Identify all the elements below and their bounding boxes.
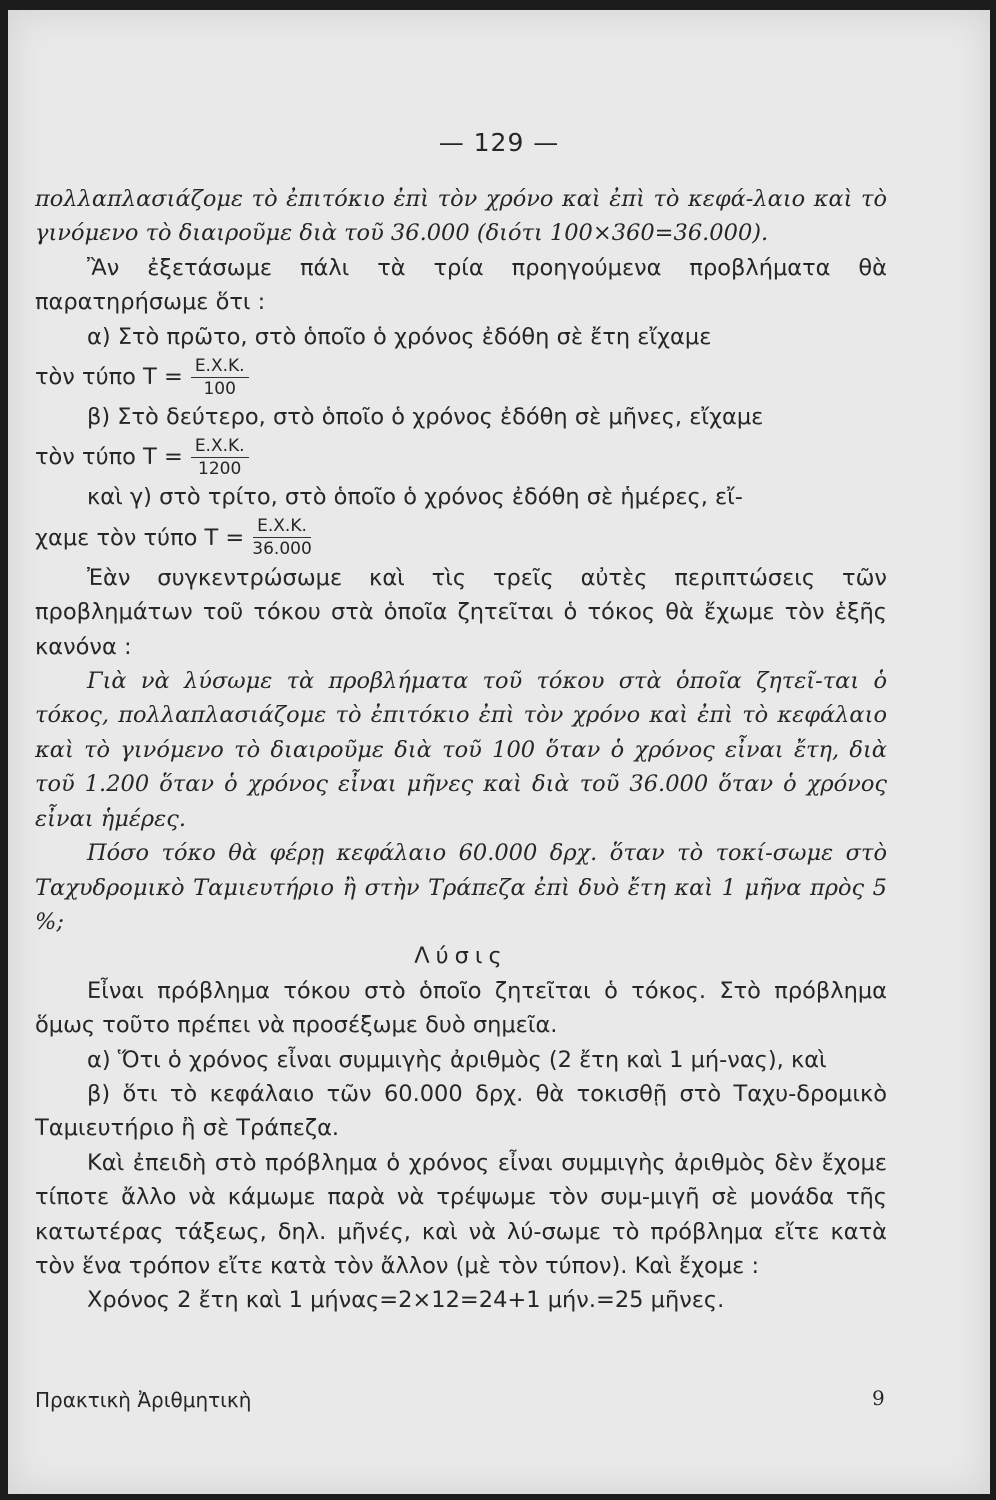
text-paragraph-summary: Ἐὰν συγκεντρώσωμε καὶ τὶς τρεῖς αὐτὲς περιπτώσεις τῶν προβλημάτων τοῦ τόκου στὰ ὁποῖα ζητεῖται ὁ τόκος θὰ ἔχωμε τὸν ἑξῆς κανόνα : (35, 564, 887, 660)
problem-paragraph: Πόσο τόκο θὰ φέρῃ κεφάλαιο 60.000 δρχ. ὅταν τὸ τοκί-σωμε στὸ Ταχυδρομικὸ Ταμιευτήριο ἢ στὴν Τράπεζα ἐπὶ δυὸ ἔτη καὶ 1 μῆνα πρὸς 5 %; (35, 840, 887, 935)
case-b-text: β) Στὸ δεύτερο, στὸ ὁποῖο ὁ χρόνος ἐδόθη σὲ μῆνες, εἴχαμε (87, 404, 764, 431)
formula-a (35, 354, 887, 400)
formula-c (35, 515, 887, 561)
formula-b (35, 434, 887, 480)
case-a-text: α) Στὸ πρῶτο, στὸ ὁποῖο ὁ χρόνος ἐδόθη σὲ ἔτη εἴχαμε (87, 323, 712, 350)
formula-a-denominator: 100 (203, 378, 236, 399)
solution-paragraph-1: Εἶναι πρόβλημα τόκου στὸ ὁποῖο ζητεῖται ὁ τόκος. Στὸ πρόβλημα ὅμως τοῦτο πρέπει νὰ προσέξωμε δυὸ σημεῖα. (35, 977, 887, 1039)
page-body (35, 182, 887, 1318)
footer-signature-number: 9 (872, 1386, 885, 1410)
formula-b-numerator: Ε.Χ.Κ. (191, 437, 249, 458)
formula-b-prefix: τὸν τύπο Τ = (35, 444, 183, 471)
formula-b-denominator: 1200 (198, 458, 242, 479)
text-paragraph-observe: Ἂν ἐξετάσωμε πάλι τὰ τρία προηγούμενα προβλήματα θὰ παρατηρήσωμε ὅτι : (35, 254, 887, 316)
solution-paragraph-4: Καὶ ἐπειδὴ στὸ πρόβλημα ὁ χρόνος εἶναι συμμιγὴς ἀριθμὸς δὲν ἔχομε τίποτε ἄλλο νὰ κάμωμε παρὰ νὰ τρέψωμε τὸν συμ-μιγῆ σὲ μονάδα τῆς κατωτέρας τάξεως, δηλ. μῆνές, καὶ νὰ λύ-σωμε τὸ πρόβλημα εἴτε κατὰ τὸν ἕνα τρόπον εἴτε κατὰ τὸν ἄλλον (μὲ τὸν τύπον). Καὶ ἔχομε : (35, 1149, 887, 1279)
solution-paragraph-2: α) Ὅτι ὁ χρόνος εἶναι συμμιγὴς ἀριθμὸς (2 ἔτη καὶ 1 μή-νας), καὶ (87, 1046, 827, 1073)
rule-paragraph: Γιὰ νὰ λύσωμε τὰ προβλήματα τοῦ τόκου στὰ ὁποῖα ζητεῖ-ται ὁ τόκος, πολλαπλασιάζομε τὸ ἐπιτόκιο ἐπὶ τὸν χρόνο καὶ ἐπὶ τὸ κεφάλαιο καὶ τὸ γινόμενο τὸ διαιροῦμε διὰ τοῦ 100 ὅταν ὁ χρόνος εἶναι ἔτη, διὰ τοῦ 1.200 ὅταν ὁ χρόνος εἶναι μῆνες καὶ διὰ τοῦ 36.000 ὅταν ὁ χρόνος εἶναι ἡμέρες. (35, 668, 887, 832)
formula-c-denominator: 36.000 (252, 539, 312, 560)
text-paragraph-intro: πολλαπλασιάζομε τὸ ἐπιτόκιο ἐπὶ τὸν χρόνο καὶ ἐπὶ τὸ κεφά-λαιο καὶ τὸ γινόμενο τὸ διαιροῦμε διὰ τοῦ 36.000 (διότι 100×360=36.000). (35, 186, 887, 247)
footer-book-title: Πρακτικὴ Ἀριθμητικὴ (35, 1388, 252, 1412)
formula-c-numerator: Ε.Χ.Κ. (253, 517, 311, 538)
formula-b-fraction (191, 437, 249, 478)
solution-heading: Λύσις (414, 943, 508, 970)
formula-a-fraction (191, 357, 249, 398)
book-page (8, 10, 990, 1494)
formula-a-numerator: Ε.Χ.Κ. (191, 357, 249, 378)
formula-c-fraction (252, 517, 311, 558)
page-number: — 129 — (438, 128, 560, 157)
solution-paragraph-5: Χρόνος 2 ἔτη καὶ 1 μήνας=2×12=24+1 μήν.=25 μῆνες. (87, 1287, 725, 1314)
solution-paragraph-3: β) ὅτι τὸ κεφάλαιο τῶν 60.000 δρχ. θὰ τοκισθῇ στὸ Ταχυ-δρομικὸ Ταμιευτήριο ἢ σὲ Τράπεζα. (35, 1080, 887, 1142)
case-c-text: καὶ γ) στὸ τρίτο, στὸ ὁποῖο ὁ χρόνος ἐδόθη σὲ ἡμέρες, εἴ- (87, 484, 743, 511)
formula-a-prefix: τὸν τύπο Τ = (35, 363, 183, 390)
formula-c-prefix: χαμε τὸν τύπο Τ = (35, 524, 245, 551)
